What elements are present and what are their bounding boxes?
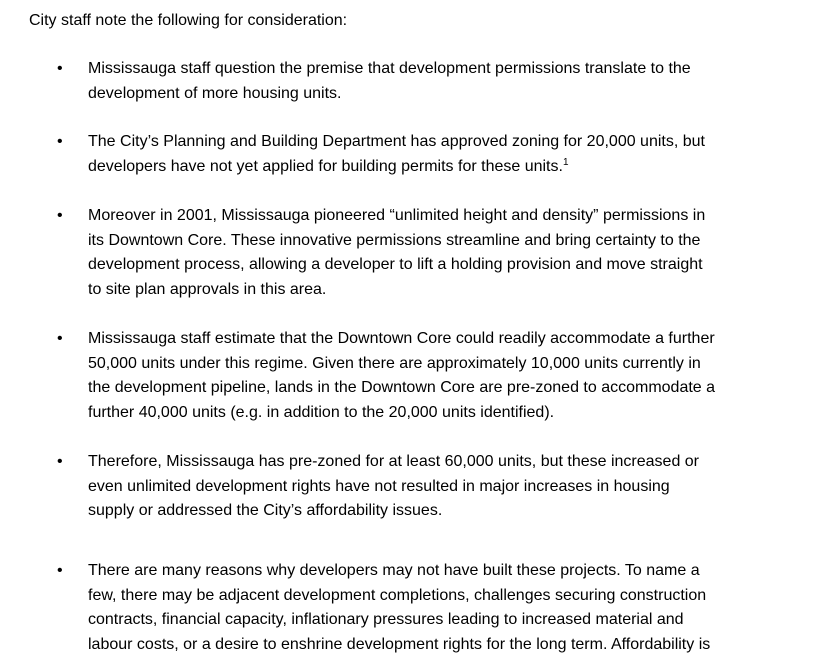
bullet-text-body: The City’s Planning and Building Department has approved zoning for 20,000 units, but developers have not yet applied for building permits for these units.	[88, 133, 705, 175]
bullet-text: There are many reasons why developers may not have built these projects. To name a few, there may be adjacent development completions, challenges securing construction contracts, financial capacity, inflationary pressures leading to increased material and labour costs, or a desire to enshrine development rights for the long term. Affordability is	[88, 562, 711, 653]
bullet-text: Therefore, Mississauga has pre-zoned for at least 60,000 units, but these increased or even unlimited development rights have not resulted in major increases in housing supply or addressed the City’s affordability issues.	[88, 453, 700, 519]
bullet-marker: •	[57, 330, 63, 347]
footnote-marker: 1	[562, 156, 569, 168]
bullet-text: Mississauga staff estimate that the Downtown Core could readily accommodate a further 50,000 units under this regime. Given there are approximately 10,000 units currently in the development pipeline, lands in the Downtown Core are pre-zoned to accommodate a further 40,000 units (e.g. in addition to the 20,000 units identified).	[88, 330, 716, 421]
bullet-text: Moreover in 2001, Mississauga pioneered “unlimited height and density” permissions in its Downtown Core. These innovative permissions streamline and bring certainty to the development process, allowing a developer to lift a holding provision and move straight to site plan approvals in this area.	[88, 207, 706, 298]
bullet-text: Mississauga staff question the premise that development permissions translate to the development of more housing units.	[88, 60, 691, 102]
bullet-text	[88, 130, 814, 179]
bullet-marker: •	[57, 133, 63, 150]
bullet-marker: •	[57, 60, 63, 77]
bullet-marker: •	[57, 207, 63, 224]
intro-paragraph: City staff note the following for consideration:	[29, 12, 348, 29]
bullet-marker: •	[57, 453, 63, 470]
bullet-marker: •	[57, 562, 63, 579]
